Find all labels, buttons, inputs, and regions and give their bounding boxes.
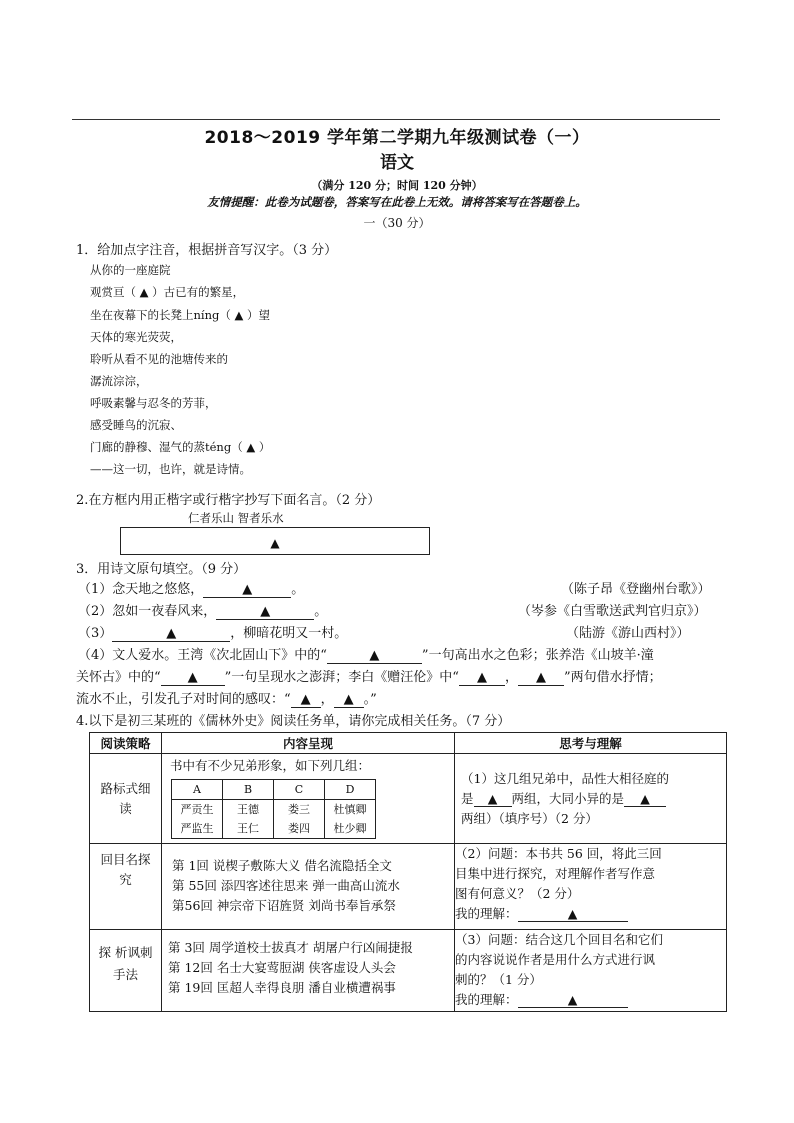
question-text: 我的理解： ▲ [455, 990, 726, 1010]
section-heading: 一（30 分） [363, 216, 431, 230]
q3-source-2: （岑参《白雪歌送武判官归京》） [518, 604, 707, 619]
fill-blank[interactable]: ▲ [518, 993, 628, 1008]
subject-title: 语文 [380, 153, 414, 173]
group-label: B [223, 780, 274, 800]
header-strategy: 阅读策略 [90, 733, 162, 754]
q1-prompt: 1．给加点字注音，根据拼音写汉字。（3 分） [76, 243, 338, 258]
fill-blank[interactable]: ▲ [334, 693, 364, 708]
poem-line: 感受睡鸟的沉寂、 [90, 418, 182, 432]
question-text: 刺的？（1 分） [455, 972, 542, 987]
brothers-table [171, 779, 376, 839]
fill-blank[interactable]: ▲ [624, 792, 666, 807]
fill-blank[interactable]: ▲ [291, 693, 321, 708]
question-text: 图有何意义？（2 分） [455, 886, 580, 901]
content-cell [162, 844, 455, 930]
fill-blank[interactable]: ▲ [459, 671, 505, 686]
poem-line: 从你的一座庭院 [90, 263, 171, 277]
question-text: 两组）（填序号）（2 分） [461, 810, 598, 826]
q3-line-2: （2）忽如一夜春风来， ▲ 。 [78, 604, 328, 619]
brother-name: 娄三 [274, 800, 325, 820]
fill-blank[interactable]: ▲ [518, 671, 564, 686]
brother-name: 严监生 [172, 819, 223, 839]
question-text: （2）问题：本书共 56 回，将此三回 [455, 846, 662, 861]
brother-name: 严贡生 [172, 800, 223, 820]
q3-source-3: （陆游《游山西村》） [566, 626, 690, 641]
poem-line: 天体的寒光荧荧， [90, 330, 182, 344]
group-label: A [172, 780, 223, 800]
content-cell [162, 930, 455, 1012]
q3-prompt: 3．用诗文原句填空。（9 分） [76, 562, 247, 577]
poem-line: 潺流淙淙， [90, 374, 148, 388]
fill-blank[interactable]: ▲ [327, 649, 422, 664]
fill-blank[interactable]: ▲ [161, 671, 225, 686]
poem-line: 坐在夜幕下的长凳上níng（ ▲ ）望 [90, 308, 271, 322]
fill-blank[interactable]: ▲ [216, 605, 314, 620]
q3-line-1: （1）念天地之悠悠， ▲ 。 [78, 582, 305, 597]
q3-line-6: 流水不止，引发孔子对时间的感叹：“ ▲ ， ▲ 。” [76, 692, 377, 707]
fill-blank[interactable]: ▲ [474, 792, 512, 807]
q3-line-3: （3） ▲ ，柳暗花明又一村。 [78, 626, 348, 641]
q4-prompt: 4.以下是初三某班的《儒林外史》阅读任务单，请你完成相关任务。（7 分） [76, 714, 511, 729]
chapter-title: 第 1回 说楔子敷陈大义 借名流隐括全文 [172, 858, 392, 873]
poem-line: 聆听从看不见的池塘传来的 [90, 352, 228, 366]
answer-mark: ▲ [270, 536, 280, 550]
brothers-intro: 书中有不少兄弟形象，如下列几组： [170, 758, 371, 773]
poem-line: ——这一切，也许，就是诗情。 [90, 462, 251, 476]
q3-line-4: （4）文人爱水。王湾《次北固山下》中的“ ▲ ”一句高出水之色彩；张养浩《山坡羊·潼 [78, 648, 654, 663]
question-text: （3）问题：结合这几个回目名和它们 [455, 932, 663, 947]
question-text: 目集中进行探究，对理解作者写作意 [455, 866, 656, 881]
thinking-cell [455, 754, 727, 844]
poem-line: 门廊的静穆、湿气的蒸téng（ ▲ ） [90, 440, 271, 454]
q3-line-5: 关怀古》中的“ ▲ ”一句呈现水之澎湃；李白《赠汪伦》中“ ▲ ， ▲ ”两句借水抒情； [76, 670, 662, 685]
question-text: 我的理解： ▲ [455, 904, 726, 924]
group-label: C [274, 780, 325, 800]
question-text: （1）这几组兄弟中，品性大相径庭的 [461, 770, 669, 786]
question-text: 是 ▲ 两组，大同小异的是 ▲ [461, 789, 726, 809]
brother-name: 杜慎卿 [325, 800, 376, 820]
chapter-title: 第 3回 周学道校士拔真才 胡屠户行凶闹捷报 [168, 940, 413, 955]
poem-line: 观赏亘（ ▲ ）古已有的繁星， [90, 285, 245, 299]
exam-meta: （满分 120 分；时间 120 分钟） [311, 179, 483, 192]
chapter-title: 第 12回 名士大宴莺脰湖 侠客虚设人头会 [168, 960, 396, 975]
header-content: 内容呈现 [162, 733, 455, 754]
q2-prompt: 2.在方框内用正楷字或行楷字抄写下面名言。（2 分） [76, 493, 381, 508]
page-title: 2018～2019 学年第二学期九年级测试卷（一） [204, 128, 590, 148]
question-text: 的内容说说作者是用什么方式进行讽 [455, 952, 656, 967]
chapter-title: 第 19回 匡超人幸得良朋 潘自业横遭祸事 [168, 980, 396, 995]
header-thinking: 思考与理解 [455, 733, 727, 754]
brother-name: 娄四 [274, 819, 325, 839]
q2-quote: 仁者乐山 智者乐水 [188, 511, 284, 525]
fill-blank[interactable]: ▲ [203, 583, 291, 598]
brother-name: 杜少卿 [325, 819, 376, 839]
reading-task-table [89, 732, 727, 1012]
chapter-title: 第 55回 添四客述往思来 弹一曲高山流水 [172, 878, 400, 893]
fill-blank[interactable]: ▲ [112, 627, 230, 642]
thinking-cell [455, 930, 727, 1012]
group-label: D [325, 780, 376, 800]
fill-blank[interactable]: ▲ [518, 907, 628, 922]
top-rule [72, 119, 720, 120]
strategy-cell: 回目名探究 [90, 844, 162, 930]
strategy-cell: 路标式细读 [90, 754, 162, 844]
chapter-title: 第56回 神宗帝下诏旌贤 刘尚书奉旨承祭 [172, 898, 396, 913]
answer-box[interactable] [120, 527, 430, 555]
poem-line: 呼吸素馨与忍冬的芳菲， [90, 396, 217, 410]
thinking-cell [455, 844, 727, 930]
friendly-tips: 友情提醒：此卷为试题卷，答案写在此卷上无效。请将答案写在答题卷上。 [207, 195, 587, 209]
brother-name: 王仁 [223, 819, 274, 839]
q3-source-1: （陈子昂《登幽州台歌》） [561, 582, 711, 597]
content-cell [162, 754, 455, 844]
strategy-cell: 探 析讽刺手法 [90, 930, 162, 1012]
brother-name: 王德 [223, 800, 274, 820]
